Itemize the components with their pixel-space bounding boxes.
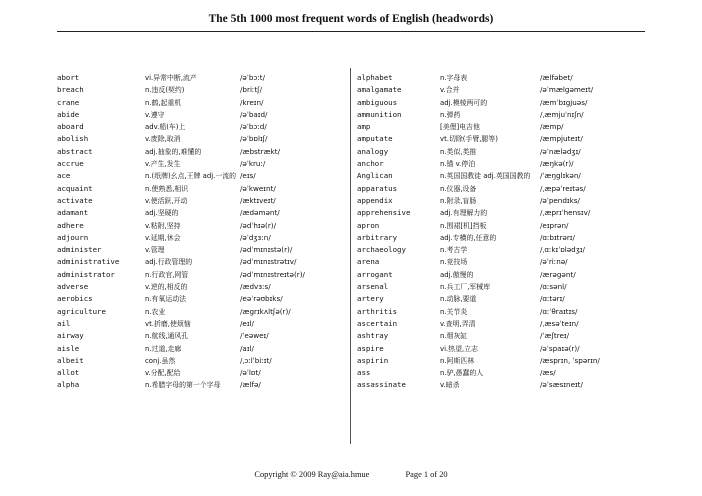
- entry-word: abolish: [57, 134, 89, 144]
- entry-pronunciation: /ædvɜːs/: [240, 282, 271, 292]
- entry-pronunciation: /eɪl/: [240, 318, 254, 328]
- entry-word: administrator: [57, 269, 115, 279]
- vocab-entry: [57, 72, 347, 84]
- vocab-entry: [357, 318, 647, 330]
- entry-definition: v.延期,休会: [145, 233, 181, 242]
- entry-definition: n.附录,盲肠: [440, 196, 477, 205]
- entry-pronunciation: /ˌæpəˈreɪtəs/: [540, 183, 586, 193]
- entry-word: administer: [57, 245, 102, 255]
- entry-pronunciation: /ˈæŋglɪkən/: [540, 171, 581, 181]
- entry-word: ail: [57, 318, 71, 328]
- entry-word: ashtray: [357, 331, 389, 341]
- entry-word: allot: [57, 368, 80, 378]
- entry-definition: v.分配,配给: [145, 369, 181, 378]
- entry-pronunciation: /ˈæʃtreɪ/: [540, 331, 569, 341]
- entry-definition: n.考古学: [440, 246, 468, 255]
- entry-pronunciation: /eəˈrəʊbɪks/: [240, 294, 283, 304]
- entry-definition: n.有氧运动法: [145, 295, 187, 304]
- entry-word: crane: [57, 97, 80, 107]
- entry-word: appendix: [357, 195, 393, 205]
- entry-word: arena: [357, 257, 380, 267]
- entry-pronunciation: /æmp/: [540, 122, 564, 132]
- vocab-entry: [357, 367, 647, 379]
- entry-pronunciation: /ɑːtərɪ/: [540, 294, 565, 304]
- entry-word: activate: [57, 195, 93, 205]
- vocab-entry: [357, 146, 647, 158]
- entry-word: arbitrary: [357, 232, 398, 242]
- entry-word: artery: [357, 294, 384, 304]
- entry-definition: n.使熟悉,相识: [145, 184, 189, 193]
- vocab-entry: [57, 330, 347, 342]
- entry-definition: v.废除,取消: [145, 135, 181, 144]
- entry-definition: adj.傲慢的: [440, 270, 474, 279]
- entry-definition: v.产生,发生: [145, 160, 181, 169]
- entry-definition: v.使活跃,开动: [145, 196, 188, 205]
- entry-definition: n.鹤,起重机: [145, 98, 182, 107]
- entry-pronunciation: /əˈnælədʒɪ/: [540, 146, 581, 156]
- entry-definition: n.关节炎: [440, 307, 468, 316]
- entry-pronunciation: /ɑːsənl/: [540, 282, 567, 292]
- vocab-entry: [357, 244, 647, 256]
- entry-pronunciation: /ədˈmɪnɪstreɪtə(r)/: [240, 269, 305, 279]
- entry-definition: n.锚 v.停泊: [440, 160, 476, 169]
- entry-definition: n.动脉,要道: [440, 295, 477, 304]
- vocab-entry: [357, 293, 647, 305]
- vocab-entry: [57, 244, 347, 256]
- entry-definition: n.希腊字母的第一个字母: [145, 381, 221, 390]
- entry-definition: v.粘附,坚持: [145, 221, 181, 230]
- column-divider: [350, 68, 351, 444]
- entry-pronunciation: /ælfəbet/: [540, 73, 573, 82]
- entry-pronunciation: /ˌæprɪˈhensɪv/: [540, 208, 591, 218]
- entry-word: abstract: [57, 146, 93, 156]
- entry-pronunciation: /əˈsæsɪneɪt/: [540, 380, 583, 390]
- entry-definition: vt.折磨,使烦恼: [145, 319, 191, 328]
- entry-pronunciation: /ədˈmɪnɪstrətɪv/: [240, 257, 297, 267]
- entry-definition: v.管理: [145, 246, 165, 255]
- vocab-entry: [57, 121, 347, 133]
- entry-definition: n.仪器,设备: [440, 184, 477, 193]
- entry-definition: n.类似,类推: [440, 147, 477, 156]
- vocab-entry: [357, 133, 647, 145]
- vocab-entry: [357, 97, 647, 109]
- vocab-entry: [357, 109, 647, 121]
- entry-pronunciation: /əˈbɒlɪʃ/: [240, 134, 268, 144]
- entry-definition: vi.异常中断,流产: [145, 74, 197, 82]
- entry-pronunciation: /ɑːbɪtrərɪ/: [540, 232, 575, 242]
- entry-pronunciation: /æmˈbɪgjuəs/: [540, 97, 588, 107]
- vocab-entry: [57, 133, 347, 145]
- entry-pronunciation: /əˈspaɪə(r)/: [540, 343, 580, 353]
- entry-definition: [美俚]电吉他: [440, 123, 480, 132]
- vocab-entry: [357, 220, 647, 232]
- copyright-text: Copyright © 2009 Ray@aia.hmue: [254, 470, 370, 479]
- entry-definition: n.过道,走廊: [145, 344, 182, 353]
- entry-definition: vt.切除(手臂,腿等): [440, 135, 498, 144]
- page-number: Page 1 of 20: [405, 470, 448, 479]
- entry-pronunciation: /əˈbɔːt/: [240, 73, 265, 82]
- vocab-entry: [57, 281, 347, 293]
- entry-definition: adj.行政管理的: [145, 258, 193, 267]
- page-footer: [0, 470, 702, 479]
- entry-pronunciation: /æsprɪn, ˈspərɪn/: [540, 355, 600, 365]
- entry-definition: v.暗杀: [440, 381, 460, 390]
- vocab-entry: [57, 158, 347, 170]
- entry-word: arrogant: [357, 269, 393, 279]
- entry-pronunciation: /ælfə/: [240, 380, 261, 390]
- vocab-entry: [357, 183, 647, 195]
- vocab-entry: [57, 207, 347, 219]
- entry-word: agriculture: [57, 306, 106, 316]
- entry-definition: n.竞技场: [440, 258, 468, 267]
- entry-pronunciation: /əˈpendɪks/: [540, 195, 580, 205]
- entry-word: ass: [357, 368, 371, 378]
- vocab-entry: [57, 183, 347, 195]
- vocab-entry: [357, 158, 647, 170]
- vocab-entry: [57, 195, 347, 207]
- entry-definition: n.兵工厂,军械库: [440, 283, 491, 292]
- vocab-entry: [57, 109, 347, 121]
- vocab-entry: [357, 195, 647, 207]
- entry-word: arsenal: [357, 282, 389, 292]
- vocab-entry: [357, 281, 647, 293]
- entry-pronunciation: /ærəgənt/: [540, 269, 576, 279]
- entry-word: abort: [57, 73, 80, 82]
- entry-pronunciation: /əˈdʒɜːn/: [240, 232, 271, 242]
- entry-pronunciation: /əˈkweɪnt/: [240, 183, 276, 193]
- entry-pronunciation: /əˈriːnə/: [540, 257, 568, 267]
- vocab-entry: [57, 306, 347, 318]
- entry-definition: adj.有理解力的: [440, 209, 488, 218]
- entry-pronunciation: /ədˈhɪə(r)/: [240, 220, 277, 230]
- entry-word: amp: [357, 122, 371, 132]
- vocab-entry: [357, 256, 647, 268]
- vocab-entry: [57, 232, 347, 244]
- entry-word: adjourn: [57, 232, 89, 242]
- vocab-entry: [357, 232, 647, 244]
- entry-pronunciation: /æbstrækt/: [240, 146, 281, 156]
- entry-pronunciation: /briːtʃ/: [240, 85, 263, 95]
- vocab-entry: [57, 318, 347, 330]
- vocab-entry: [357, 170, 647, 182]
- entry-word: albeit: [57, 355, 84, 365]
- entry-word: aspire: [357, 343, 384, 353]
- vocab-entry: [57, 146, 347, 158]
- entry-definition: adj.坚硬的: [145, 209, 179, 218]
- entry-pronunciation: /əˈbaɪd/: [240, 109, 268, 119]
- entry-pronunciation: /kreɪn/: [240, 97, 264, 107]
- entry-pronunciation: /ɑːˈθraɪtɪs/: [540, 306, 578, 316]
- entry-definition: n.违反(契约): [145, 86, 185, 95]
- entry-pronunciation: /ˌɑːkɪˈɒlədʒɪ/: [540, 245, 585, 255]
- entry-word: aisle: [57, 343, 80, 353]
- entry-word: amputate: [357, 134, 393, 144]
- entry-word: assassinate: [357, 380, 406, 390]
- vocab-entry: [57, 269, 347, 281]
- entry-pronunciation: /əˈkruː/: [240, 159, 266, 169]
- entry-pronunciation: /eɪprən/: [540, 220, 569, 230]
- entry-definition: conj.虽然: [145, 356, 176, 365]
- entry-word: adhere: [57, 220, 84, 230]
- entry-pronunciation: /ægrɪkʌltʃə(r)/: [240, 306, 291, 316]
- vocab-entry: [57, 170, 347, 182]
- entry-word: analogy: [357, 146, 389, 156]
- entry-word: ambiguous: [357, 97, 398, 107]
- vocab-entry: [57, 343, 347, 355]
- entry-word: apparatus: [357, 183, 398, 193]
- entry-word: archaeology: [357, 245, 406, 255]
- page-title: The 5th 1000 most frequent words of English (headwords): [208, 13, 494, 25]
- entry-word: anchor: [357, 159, 384, 169]
- entry-word: accrue: [57, 159, 84, 169]
- entry-word: airway: [57, 331, 84, 341]
- vocab-entry: [57, 84, 347, 96]
- vocab-entry: [357, 72, 647, 84]
- entry-definition: n.行政官,网管: [145, 270, 189, 279]
- entry-definition: v.合并: [440, 86, 460, 95]
- entry-word: ammunition: [357, 109, 402, 119]
- entry-pronunciation: /æmpjuteɪt/: [540, 134, 583, 144]
- entry-pronunciation: /ˌæmjuˈnɪʃn/: [540, 109, 584, 119]
- vocab-entry: [357, 379, 647, 391]
- entry-definition: n.英国国教徒 adj.英国国教的: [440, 172, 531, 181]
- entry-definition: n.字母表: [440, 74, 468, 82]
- entry-pronunciation: /ˈeəweɪ/: [240, 331, 269, 341]
- entry-pronunciation: /æktɪveɪt/: [240, 195, 276, 205]
- entry-pronunciation: /əˈbɔːd/: [240, 122, 267, 132]
- entry-word: aspirin: [357, 355, 389, 365]
- vocab-entry: [57, 355, 347, 367]
- vocab-entry: [57, 367, 347, 379]
- entry-definition: adj.抽象的,难懂的: [145, 147, 202, 156]
- vocab-entry: [57, 379, 347, 391]
- entry-definition: n.航线,通风孔: [145, 332, 189, 341]
- entry-definition: v.遵守: [145, 110, 165, 119]
- vocab-entry: [57, 97, 347, 109]
- vocab-entry: [57, 220, 347, 232]
- entry-definition: adj.模棱两可的: [440, 98, 488, 107]
- entry-pronunciation: /æŋkə(r)/: [540, 159, 574, 169]
- entry-definition: v.逆的,相反的: [145, 283, 188, 292]
- entry-definition: n.弹药: [440, 110, 461, 119]
- entry-word: alphabet: [357, 73, 393, 82]
- entry-definition: n.驴,愚蠢的人: [440, 369, 484, 378]
- vocab-entry: [357, 330, 647, 342]
- vocab-entry: [357, 121, 647, 133]
- entry-word: administrative: [57, 257, 120, 267]
- entry-word: Anglican: [357, 171, 393, 181]
- header-rule: [57, 31, 645, 32]
- vocab-entry: [357, 355, 647, 367]
- vocab-entry: [357, 207, 647, 219]
- entry-pronunciation: /ˌɔːlˈbiːɪt/: [240, 355, 272, 365]
- entry-pronunciation: /ædəmənt/: [240, 208, 280, 218]
- entry-word: arthritis: [357, 306, 398, 316]
- vocab-entry: [357, 306, 647, 318]
- entry-word: apron: [357, 220, 380, 230]
- vocab-entry: [357, 343, 647, 355]
- entry-word: aboard: [57, 122, 84, 132]
- entry-word: adamant: [57, 208, 89, 218]
- left-column: [57, 72, 347, 392]
- entry-definition: n.农业: [145, 307, 166, 316]
- entry-definition: adv.船(车)上: [145, 123, 186, 132]
- vocab-entry: [357, 269, 647, 281]
- entry-word: aerobics: [57, 294, 93, 304]
- vocab-entry: [57, 293, 347, 305]
- entry-word: amalgamate: [357, 85, 402, 95]
- entry-pronunciation: /ˌæsəˈteɪn/: [540, 318, 579, 328]
- entry-pronunciation: /əˈmælgəmeɪt/: [540, 85, 594, 95]
- right-column: [357, 72, 647, 392]
- entry-pronunciation: /ədˈmɪnɪstə(r)/: [240, 245, 293, 255]
- vocab-entry: [57, 256, 347, 268]
- entry-definition: n.阿斯匹林: [440, 356, 475, 365]
- entry-pronunciation: /aɪl/: [240, 343, 254, 353]
- entry-definition: adj.专横的,任意的: [440, 233, 497, 242]
- entry-word: ascertain: [357, 318, 398, 328]
- entry-word: ace: [57, 171, 71, 181]
- vocab-entry: [357, 84, 647, 96]
- entry-pronunciation: /əˈlɒt/: [240, 368, 261, 378]
- entry-definition: n.围裙[机]挡板: [440, 221, 487, 230]
- entry-word: abide: [57, 109, 80, 119]
- entry-word: adverse: [57, 282, 89, 292]
- entry-definition: n.烟灰缸: [440, 332, 468, 341]
- entry-pronunciation: /æs/: [540, 368, 556, 378]
- entry-definition: n.(纸牌)幺点,王牌 adj.一流的: [145, 172, 237, 181]
- entry-word: apprehensive: [357, 208, 411, 218]
- entry-word: breach: [57, 85, 84, 95]
- entry-definition: v.查明,弄清: [440, 319, 476, 328]
- entry-word: alpha: [57, 380, 80, 390]
- entry-definition: vi.热望,立志: [440, 344, 478, 353]
- entry-word: acquaint: [57, 183, 93, 193]
- entry-pronunciation: /eɪs/: [240, 171, 256, 181]
